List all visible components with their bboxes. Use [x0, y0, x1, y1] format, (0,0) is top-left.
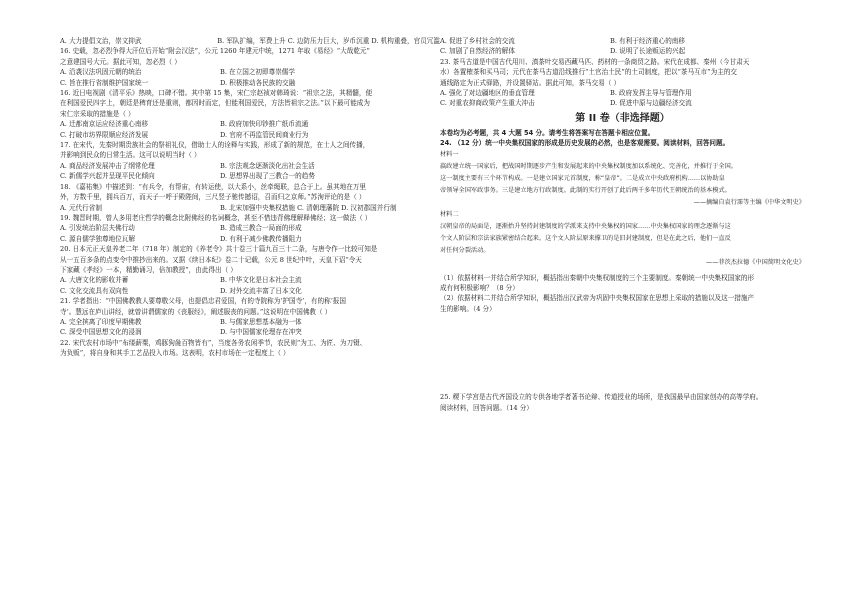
answer-options: [60, 161, 440, 171]
answer-options: [440, 98, 805, 108]
q25-stem: 25. 稷下学宫是古代齐国设立的专供各地学者著书论辩、传道授业的场所，是我国最早由国家创办的高等学府。: [440, 393, 763, 402]
answer-options: [60, 130, 440, 140]
option: D. 对外交流丰富了日本文化: [220, 286, 302, 295]
option: D. 与中国儒家伦理存在冲突: [220, 328, 302, 337]
material-line: 个文人阶层和宗法家族紧密结合起来。这个文人阶层原来撑卫的是旧封建制度，但是在此之后，他们一直反: [440, 234, 731, 242]
material-source: ——菲茨杰拉德《中国简明文化史》: [706, 258, 805, 266]
option: D. 有利于减少佛教传播阻力: [220, 234, 302, 243]
option: B. 有利于经济重心的南移: [610, 37, 685, 45]
q25-stem-cont: 阅读材料，回答问题。（14 分）: [440, 403, 533, 412]
answer-options: [60, 223, 440, 233]
option: B. 与儒家思想基本融为一体: [220, 317, 302, 326]
question-text: 17. 在宋代，先秦时期贵族社会的祭祖礼仪，借助士人的诠释与实践，形成了新的规范，在士人之间传播，: [60, 141, 370, 150]
answer-options: [60, 78, 440, 88]
section-instructions: 本卷均为必考题，共 4 大题 54 分。请考生将答案写在答题卡相应位置。: [440, 128, 655, 137]
material-source: ——摘编自袁行霈等主编《中华文明史》: [693, 198, 805, 206]
question-text: 水）各置榷茶和买马司；元代在茶马古道沿线推行“土官治土民”的土司制度，把以“茶马互市”为主的交: [440, 68, 738, 77]
answer-options: [60, 286, 440, 296]
question-text: 通线路定为正式驿路，并设置驿站。据此可知，茶马交易（ ）: [440, 78, 621, 87]
answer-options: [60, 275, 440, 285]
question-text: 之意建国号大元。据此可知，忽必烈（ ）: [60, 57, 181, 66]
option: A. 沿袭汉法巩固元朝的统治: [60, 68, 142, 77]
option: C. 对重农抑商政策产生重大冲击: [440, 99, 535, 108]
question-text: 21. 学者指出：“中国佛教教人要尊敬父母，也提倡忠君爱国，有的寺院称为‘护国寺’，有的称‘报国: [60, 297, 346, 306]
right-top-questions: [440, 36, 805, 109]
material-line: 帝领导全国军政事务。三是建立地方行政制度。此制的实行开创了此后两千多年历代王朝统治的基本模式。: [440, 186, 731, 194]
answer-space: [440, 314, 805, 392]
answer-options: [60, 67, 440, 77]
answer-options: [440, 36, 805, 46]
option: C. 文化交流具有双向性: [60, 286, 129, 295]
question-text: 22. 宋代农村市场中“布缕薪粟，鸡豚狗彘百物皆有”，当度各务农闲季节，农民则“为工、为匠、为刀镊、: [60, 338, 367, 347]
option: A. 促进了乡村社会的交流: [440, 37, 515, 45]
question-text: 并影响到民众的日常生活。这可以说明当时（ ）: [60, 151, 201, 160]
option: C. 深受中国思想文化的浸润: [60, 328, 142, 337]
question-text: 为负贩”，将自身和其手工艺品投入市场。这表明，农村市场在一定程度上（ ）: [60, 349, 290, 358]
answer-options: [60, 119, 440, 129]
answer-options: [60, 234, 440, 244]
q24-subquestion-1: （1）依据材料一并结合所学知识，概括指出秦朝中央集权制度的三个主要制度。秦朝统一中央集权国家的形: [440, 273, 755, 282]
option: A. 强化了对边疆地区的垂直管理: [440, 89, 535, 98]
answer-options: [60, 171, 440, 181]
q24-subquestion-2: （2）依据材料二并结合所学知识，概括指出汉武帝为巩固中央集权国家在思想上采取的措施以及这一措施产: [440, 294, 755, 303]
option: C. 加剧了自然经济的解体: [440, 47, 515, 56]
option: A. 大唐文化的影收并蓄: [60, 276, 129, 285]
option: B. 政府加快印钞推广纸币流通: [220, 120, 309, 129]
option: B. 在立国之初即尊崇儒学: [220, 68, 295, 77]
question-text: 16. 史载，忽必烈争得大汗位后开始“附会汉法”，公元 1260 年建元中统，1271 年取《易经》“大哉乾元”: [60, 47, 370, 56]
q24-subquestion-2-cont: 生的影响。（4 分）: [440, 304, 496, 313]
question-text: 18. 《嘉祐集》中描述到：“有兵令，有帮宙，有转运使，以大系小，丝牵绳联，总合于上。虽其地在万里: [60, 182, 367, 191]
option: B. 中华文化是日本社会主流: [220, 276, 302, 285]
option: C. 源自儒学独尊地位瓦解: [60, 234, 135, 243]
right-column: [440, 36, 805, 413]
q24-material-1: [440, 161, 805, 209]
option: B. 造成三教合一局面的形成: [220, 224, 302, 233]
option: B. 军队扩编，军费上升 C. 边防压力巨大，岁币沉重 D. 机构重叠，官员冗滥: [217, 37, 440, 45]
q24-material-1-label: 材料一: [440, 150, 459, 158]
question-text: 外，方数千里，拥兵百万，而天子一呼于殿陛间，三尺竖子驰传撼诏，召而归之京师。”苏洵评论的是（ ）: [60, 193, 366, 202]
option: D. 官府不再监管民间商业行为: [220, 130, 309, 139]
material-line: 嬴政建立统一国家后，把战国时期逐步产生和发展起来的中央集权制度加以系统化、完善化，并推行于全国。: [440, 162, 737, 170]
answer-options: [60, 203, 440, 213]
option: A. 商品经济发展冲击了纲常伦理: [60, 161, 155, 170]
section-title: 第 II 卷（非选择题）: [575, 112, 670, 124]
answer-options: [440, 46, 805, 56]
option: B. 北宋加强中央集权措施 C. 清朝理藩院 D. 汉初郡国并行制: [220, 203, 397, 212]
option: A. 迁都南京运应经济重心南移: [60, 120, 149, 129]
answer-options: [440, 88, 805, 98]
question-text: 下家藏《孝经》一本，精勤诵习，倍加教授”，由此得出（ ）: [60, 265, 237, 274]
q24-subquestion-1-cont: 成有何积极影响？（8 分）: [440, 284, 519, 293]
option: A. 完全摈离了印度早期佛教: [60, 317, 142, 326]
option: C. 旨在推行省制维护国家统一: [60, 78, 149, 87]
material-line: 这一制度主要有三个环节构成。一是建立国家元首制度，称“皇帝”。二是成立中央政府机构……以协助皇: [440, 174, 725, 182]
question-text: 23. 茶马古道是中国古代用川、滇茶叶交易西藏马匹、药材的一条商贸之路。宋代在成都、秦州（今甘肃天: [440, 57, 750, 66]
question-text: 19. 魏晋时期，曾人多用老庄哲学的概念比附佛经的名词概念，甚至不惜违背佛理解释佛经；这一做法（ ）: [60, 213, 372, 222]
option: D. 思想界出现了三教合一的趋势: [220, 172, 315, 181]
q24-material-2: [440, 221, 805, 269]
option: C. 打破市坊界限顺应经济发展: [60, 130, 149, 139]
q24-stem: 24. （12 分）统一中央集权国家的形成是历史发展的必然，也是客观需要。阅读材料，回答问题。: [440, 139, 730, 148]
answer-options: [60, 36, 440, 46]
material-line: 对任何分裂活动。: [440, 246, 490, 254]
option: A. 引发统治阶层夫佛行动: [60, 224, 135, 233]
option: C. 新儒学兴起并呈现平民化倾向: [60, 172, 155, 181]
question-text: 16. 近日电视剧《清平乐》热映，口碑不错。其中第 15 集，宋仁宗赵祯对韩琦说：“祖宗之法，其精髓，便: [60, 89, 373, 98]
question-text: 20. 日本元正天皇养老二年（718 年）制定的《养老令》共十卷三十篇九百三十二条，与唐令作一比较可知是: [60, 245, 378, 254]
answer-options: [60, 317, 440, 327]
q24-material-2-label: 材料二: [440, 210, 459, 218]
option: A. 元代行省制: [60, 203, 102, 212]
option: D. 促进中原与边疆经济交流: [610, 99, 692, 108]
question-text: 寺’。慧远在庐山讲经，就曾讲谓儒家的《丧服经》，阐述服丧的问题。”这说明在中国佛教（ ）: [60, 307, 332, 316]
answer-options: [60, 327, 440, 337]
option: B. 政府发挥主导与管理作用: [610, 89, 692, 98]
question-text: 从一五百多条的点变令中推抄出来的。又据《续日本纪》卷二十记载，公元 8 世纪中叶，天皇下诏“令天: [60, 255, 362, 264]
question-text: 宋仁宗采取的措施是（ ）: [60, 109, 135, 118]
option: B. 宗法观念逐渐淡化出社会生活: [220, 161, 315, 170]
question-text: 在利国爱民四字上，朝廷是稗育还是重则，都因时而定，但能利国爱民，方法皆祖宗之法。”以下最可能成为: [60, 99, 370, 108]
option: D. 积极推动各民族的交融: [220, 78, 296, 87]
option: A. 大力提倡文治，崇文抑武: [60, 37, 142, 45]
material-line: 汉朝皇帝的局面是，逐渐抬升坚持封建制度的学派来支持中央集权的国家……中央集权国家的理念逐渐与这: [440, 222, 731, 230]
left-column: [60, 36, 440, 359]
option: D. 说明了长途贩运的兴起: [610, 47, 686, 56]
